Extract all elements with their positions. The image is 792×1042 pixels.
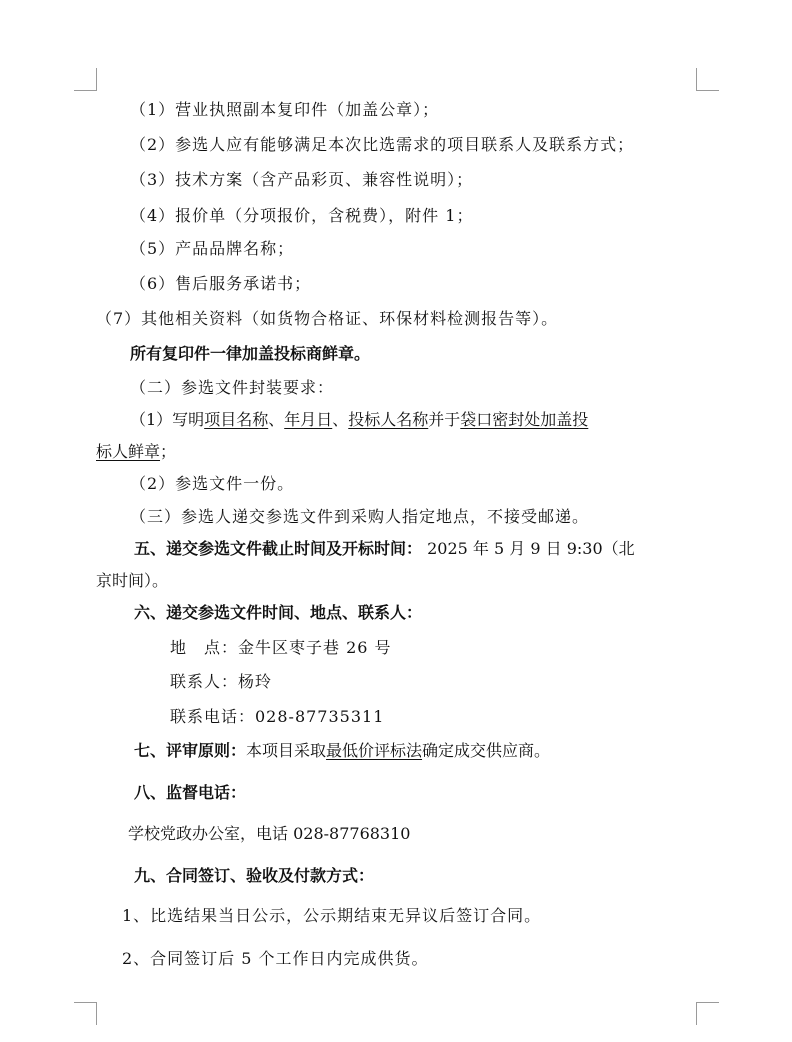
section-5-heading: 五、递交参选文件截止时间及开标时间： (134, 539, 423, 558)
underlined-text: 标人鲜章 (96, 442, 161, 461)
section-8-heading: 八、监督电话： (134, 783, 247, 802)
section-5-line-2: 京时间）。 (96, 571, 169, 590)
requirement-item-5: （5）产品品牌名称； (130, 239, 295, 258)
requirement-item-4: （4）报价单（分项报价，含税费），附件 1； (130, 206, 474, 225)
text-span: 、 (268, 410, 285, 429)
margin-corner-bottom-right (696, 1002, 719, 1025)
contact-phone-line: 联系电话：028-87735311 (170, 707, 385, 726)
section-7-heading: 七、评审原则： (134, 741, 247, 760)
supervision-phone-line: 学校党政办公室，电话 028-87768310 (128, 824, 411, 843)
underlined-text: 项目名称 (204, 410, 269, 429)
stamp-note: 所有复印件一律加盖投标商鲜章。 (130, 344, 371, 363)
section-3-line: （三）参选人递交参选文件到采购人指定地点，不接受邮递。 (130, 507, 590, 526)
text-span: （1）写明 (130, 410, 205, 429)
sealing-requirement-line-1 (130, 409, 588, 431)
margin-corner-top-left (74, 68, 97, 91)
contract-item-2: 2、合同签订后 5 个工作日内完成供货。 (122, 949, 429, 968)
section-9-heading: 九、合同签订、验收及付款方式： (134, 866, 375, 885)
requirement-item-7: （7）其他相关资料（如货物合格证、环保材料检测报告等）。 (96, 309, 559, 328)
requirement-item-3: （3）技术方案（含产品彩页、兼容性说明）； (130, 170, 474, 189)
underlined-text: 袋口密封处加盖投 (460, 410, 589, 429)
section-5-line-1 (134, 538, 635, 560)
requirement-item-2: （2）参选人应有能够满足本次比选需求的项目联系人及联系方式； (130, 135, 635, 154)
underlined-text: 最低价评标法 (326, 741, 423, 760)
section-7-line (134, 740, 550, 762)
deadline-text: 2025 年 5 月 9 日 9:30（北 (422, 539, 635, 558)
requirement-item-1: （1）营业执照副本复印件（加盖公章）； (130, 100, 440, 119)
section-2-heading: （二）参选文件封装要求： (130, 378, 335, 397)
text-span: 、 (332, 410, 349, 429)
requirement-item-6: （6）售后服务承诺书； (130, 274, 312, 293)
sealing-requirement-line-2 (96, 441, 176, 463)
address-line: 地 点：金牛区枣子巷 26 号 (170, 638, 392, 657)
text-span: 确定成交供应商。 (422, 741, 551, 760)
text-span: ； (160, 442, 177, 461)
margin-corner-top-right (696, 68, 719, 91)
underlined-text: 年月日 (284, 410, 333, 429)
margin-corner-bottom-left (74, 1002, 97, 1025)
contact-person-line: 联系人：杨玲 (170, 672, 273, 691)
text-span: 并于 (428, 410, 461, 429)
section-6-heading: 六、递交参选文件时间、地点、联系人： (134, 603, 423, 622)
contract-item-1: 1、比选结果当日公示，公示期结束无异议后签订合同。 (122, 906, 542, 925)
text-span: 本项目采取 (246, 741, 327, 760)
underlined-text: 投标人名称 (348, 410, 429, 429)
sealing-requirement-2: （2）参选文件一份。 (130, 474, 295, 493)
